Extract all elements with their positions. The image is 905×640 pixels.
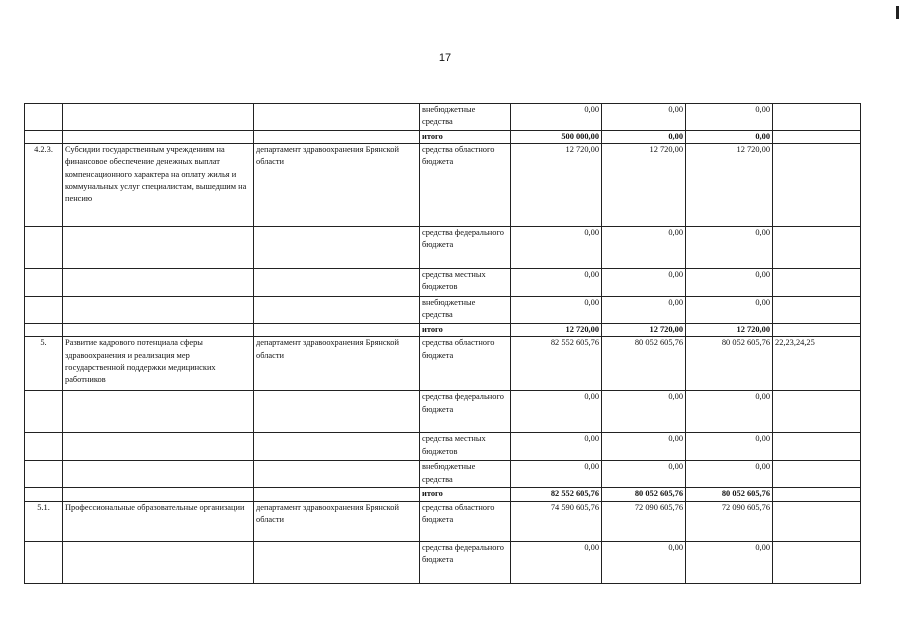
budget-table xyxy=(24,103,861,584)
row-funding-source: итого xyxy=(420,131,511,144)
row-amount-year-1: 500 000,00 xyxy=(511,131,602,144)
row-amount-year-3: 80 052 605,76 xyxy=(686,488,773,501)
row-code xyxy=(25,269,63,297)
row-indicators xyxy=(773,501,861,541)
row-code xyxy=(25,461,63,488)
row-amount-year-2: 0,00 xyxy=(602,433,686,461)
row-indicators: 22,23,24,25 xyxy=(773,337,861,391)
row-funding-source: внебюджетные средства xyxy=(420,104,511,131)
row-amount-year-1: 0,00 xyxy=(511,227,602,269)
row-executor xyxy=(254,104,420,131)
row-amount-year-1: 12 720,00 xyxy=(511,144,602,227)
row-amount-year-3: 0,00 xyxy=(686,131,773,144)
row-indicators xyxy=(773,541,861,583)
row-executor xyxy=(254,269,420,297)
table-total-row xyxy=(25,488,861,501)
row-executor xyxy=(254,433,420,461)
row-executor xyxy=(254,541,420,583)
row-activity-name xyxy=(63,227,254,269)
row-amount-year-1: 82 552 605,76 xyxy=(511,337,602,391)
row-funding-source: внебюджетные средства xyxy=(420,461,511,488)
row-funding-source: средства областного бюджета xyxy=(420,501,511,541)
table-row xyxy=(25,501,861,541)
row-amount-year-1: 0,00 xyxy=(511,541,602,583)
row-amount-year-3: 0,00 xyxy=(686,461,773,488)
table-row xyxy=(25,433,861,461)
table-row xyxy=(25,391,861,433)
row-executor: департамент здравоохранения Брянской области xyxy=(254,337,420,391)
row-amount-year-3: 12 720,00 xyxy=(686,144,773,227)
row-funding-source: средства областного бюджета xyxy=(420,337,511,391)
row-amount-year-2: 0,00 xyxy=(602,104,686,131)
row-indicators xyxy=(773,297,861,324)
row-funding-source: средства областного бюджета xyxy=(420,144,511,227)
table-row xyxy=(25,269,861,297)
row-amount-year-1: 0,00 xyxy=(511,297,602,324)
row-amount-year-1: 0,00 xyxy=(511,461,602,488)
row-amount-year-2: 80 052 605,76 xyxy=(602,337,686,391)
table-row xyxy=(25,541,861,583)
row-amount-year-3: 80 052 605,76 xyxy=(686,337,773,391)
table-row xyxy=(25,337,861,391)
row-code: 4.2.3. xyxy=(25,144,63,227)
row-code xyxy=(25,324,63,337)
row-executor xyxy=(254,227,420,269)
row-indicators xyxy=(773,144,861,227)
row-amount-year-2: 72 090 605,76 xyxy=(602,501,686,541)
row-amount-year-3: 0,00 xyxy=(686,269,773,297)
table-row xyxy=(25,227,861,269)
row-indicators xyxy=(773,104,861,131)
row-activity-name xyxy=(63,269,254,297)
row-indicators xyxy=(773,269,861,297)
row-amount-year-3: 0,00 xyxy=(686,433,773,461)
row-amount-year-3: 0,00 xyxy=(686,391,773,433)
row-amount-year-2: 12 720,00 xyxy=(602,144,686,227)
row-indicators xyxy=(773,488,861,501)
row-amount-year-3: 72 090 605,76 xyxy=(686,501,773,541)
row-code xyxy=(25,488,63,501)
row-funding-source: средства федерального бюджета xyxy=(420,391,511,433)
row-amount-year-2: 0,00 xyxy=(602,131,686,144)
row-activity-name xyxy=(63,324,254,337)
row-funding-source: средства местных бюджетов xyxy=(420,269,511,297)
row-activity-name: Профессиональные образовательные организации xyxy=(63,501,254,541)
table-row xyxy=(25,104,861,131)
row-funding-source: средства федерального бюджета xyxy=(420,541,511,583)
table-row xyxy=(25,144,861,227)
table-total-row xyxy=(25,131,861,144)
row-code xyxy=(25,297,63,324)
row-amount-year-3: 0,00 xyxy=(686,297,773,324)
row-amount-year-1: 12 720,00 xyxy=(511,324,602,337)
row-funding-source: итого xyxy=(420,488,511,501)
row-activity-name xyxy=(63,461,254,488)
row-activity-name xyxy=(63,391,254,433)
row-activity-name xyxy=(63,104,254,131)
row-code xyxy=(25,391,63,433)
page-number: 17 xyxy=(438,52,452,64)
row-amount-year-2: 0,00 xyxy=(602,297,686,324)
row-indicators xyxy=(773,324,861,337)
row-funding-source: средства местных бюджетов xyxy=(420,433,511,461)
row-amount-year-1: 0,00 xyxy=(511,104,602,131)
row-amount-year-3: 0,00 xyxy=(686,104,773,131)
row-amount-year-2: 0,00 xyxy=(602,541,686,583)
row-indicators xyxy=(773,433,861,461)
row-executor xyxy=(254,461,420,488)
row-activity-name xyxy=(63,131,254,144)
row-activity-name xyxy=(63,541,254,583)
row-indicators xyxy=(773,227,861,269)
table-total-row xyxy=(25,324,861,337)
row-executor xyxy=(254,391,420,433)
row-funding-source: внебюджетные средства xyxy=(420,297,511,324)
row-activity-name xyxy=(63,433,254,461)
row-indicators xyxy=(773,131,861,144)
row-funding-source: итого xyxy=(420,324,511,337)
row-executor xyxy=(254,131,420,144)
row-amount-year-1: 0,00 xyxy=(511,433,602,461)
row-activity-name: Субсидии государственным учреждениям на финансовое обеспечение денежных выплат компенсационного характера на оплату жилья и коммунальных услуг специалистам, вышедшим на пенсию xyxy=(63,144,254,227)
scan-mark xyxy=(896,6,899,19)
row-funding-source: средства федерального бюджета xyxy=(420,227,511,269)
row-amount-year-2: 0,00 xyxy=(602,269,686,297)
row-amount-year-2: 80 052 605,76 xyxy=(602,488,686,501)
row-code xyxy=(25,227,63,269)
row-executor xyxy=(254,324,420,337)
table-row xyxy=(25,297,861,324)
row-amount-year-3: 0,00 xyxy=(686,227,773,269)
row-amount-year-1: 82 552 605,76 xyxy=(511,488,602,501)
row-executor: департамент здравоохранения Брянской области xyxy=(254,144,420,227)
table-row xyxy=(25,461,861,488)
row-activity-name: Развитие кадрового потенциала сферы здравоохранения и реализация мер государственной поддержки медицинских работников xyxy=(63,337,254,391)
row-amount-year-2: 0,00 xyxy=(602,227,686,269)
row-activity-name xyxy=(63,488,254,501)
row-amount-year-3: 12 720,00 xyxy=(686,324,773,337)
row-amount-year-1: 0,00 xyxy=(511,269,602,297)
row-code: 5.1. xyxy=(25,501,63,541)
row-executor xyxy=(254,488,420,501)
row-indicators xyxy=(773,391,861,433)
row-code: 5. xyxy=(25,337,63,391)
row-amount-year-1: 74 590 605,76 xyxy=(511,501,602,541)
row-code xyxy=(25,433,63,461)
row-activity-name xyxy=(63,297,254,324)
row-code xyxy=(25,104,63,131)
row-executor xyxy=(254,297,420,324)
row-amount-year-3: 0,00 xyxy=(686,541,773,583)
row-amount-year-2: 0,00 xyxy=(602,461,686,488)
row-amount-year-2: 0,00 xyxy=(602,391,686,433)
row-code xyxy=(25,541,63,583)
row-code xyxy=(25,131,63,144)
row-amount-year-1: 0,00 xyxy=(511,391,602,433)
row-amount-year-2: 12 720,00 xyxy=(602,324,686,337)
budget-table-body xyxy=(25,104,861,584)
row-indicators xyxy=(773,461,861,488)
row-executor: департамент здравоохранения Брянской области xyxy=(254,501,420,541)
